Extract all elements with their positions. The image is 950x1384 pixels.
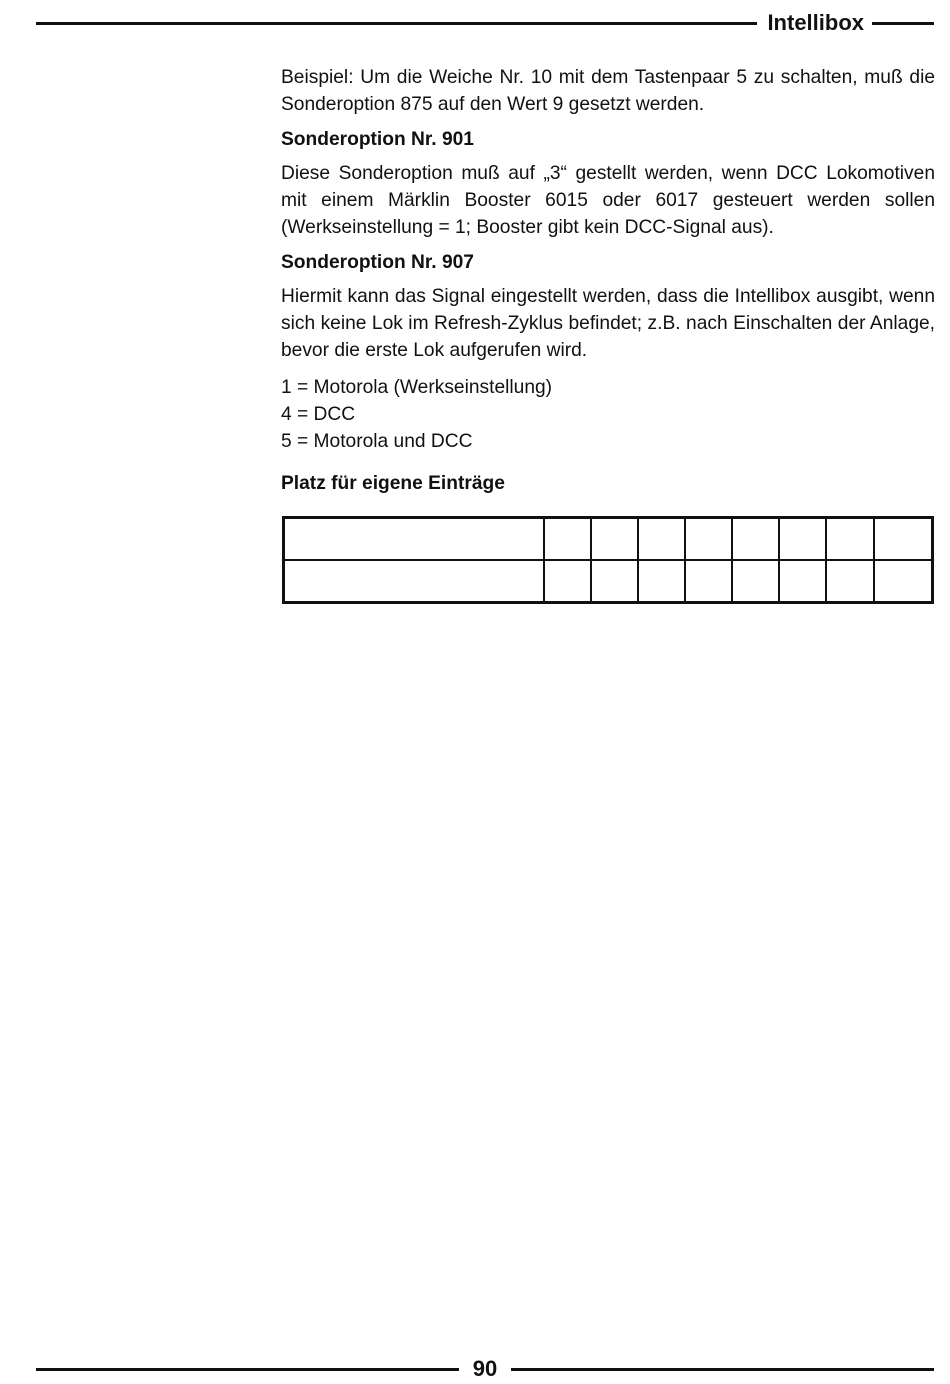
section-907-heading: Sonderoption Nr. 907 [281, 252, 474, 273]
entry-cell[interactable] [874, 518, 933, 561]
entry-name-cell[interactable] [284, 560, 545, 603]
entry-cell[interactable] [685, 560, 732, 603]
option-list [281, 374, 935, 455]
section-901-heading: Sonderoption Nr. 901 [281, 129, 474, 150]
section-901-text: Diese Sonderoption muß auf „3“ gestellt werden, wenn DCC Lokomotiven mit einem Märklin Booster 6015 oder 6017 gesteuert werden sollen (Werkseinstellung = 1; Booster gibt kein DCC-Signal aus). [281, 163, 935, 238]
entries-heading: Platz für eigene Einträge [281, 473, 505, 494]
entry-cell[interactable] [544, 518, 591, 561]
footer-rule-left [36, 1368, 459, 1371]
entry-cell[interactable] [591, 560, 638, 603]
entry-cell[interactable] [638, 518, 685, 561]
list-item: 1 = Motorola (Werkseinstellung) [281, 377, 553, 398]
page-header [36, 8, 934, 38]
entry-cell[interactable] [779, 518, 826, 561]
entry-cell[interactable] [779, 560, 826, 603]
entry-cell[interactable] [826, 518, 873, 561]
main-content [281, 64, 935, 497]
page-footer [36, 1354, 934, 1384]
header-rule-left [36, 22, 757, 25]
section-907-text: Hiermit kann das Signal eingestellt werden, dass die Intellibox ausgibt, wenn sich keine Lok im Refresh-Zyklus befindet; z.B. nach Einschalten der Anlage, bevor die erste Lok aufgerufen wird. [281, 286, 935, 361]
table-row [284, 560, 933, 603]
entry-cell[interactable] [591, 518, 638, 561]
page-number: 90 [472, 1356, 498, 1381]
entries-table [282, 516, 934, 604]
entry-cell[interactable] [826, 560, 873, 603]
footer-rule-right [511, 1368, 934, 1371]
header-rule-right [872, 22, 934, 25]
entry-cell[interactable] [874, 560, 933, 603]
table-row [284, 518, 933, 561]
list-item: 5 = Motorola und DCC [281, 431, 473, 452]
entry-cell[interactable] [544, 560, 591, 603]
intro-paragraph: Beispiel: Um die Weiche Nr. 10 mit dem Tastenpaar 5 zu schalten, muß die Sonderoption 875 auf den Wert 9 gesetzt werden. [281, 67, 935, 115]
entry-cell[interactable] [732, 518, 779, 561]
entry-cell[interactable] [638, 560, 685, 603]
list-item: 4 = DCC [281, 404, 356, 425]
entry-cell[interactable] [732, 560, 779, 603]
header-title: Intellibox [767, 10, 864, 35]
entry-name-cell[interactable] [284, 518, 545, 561]
entry-cell[interactable] [685, 518, 732, 561]
